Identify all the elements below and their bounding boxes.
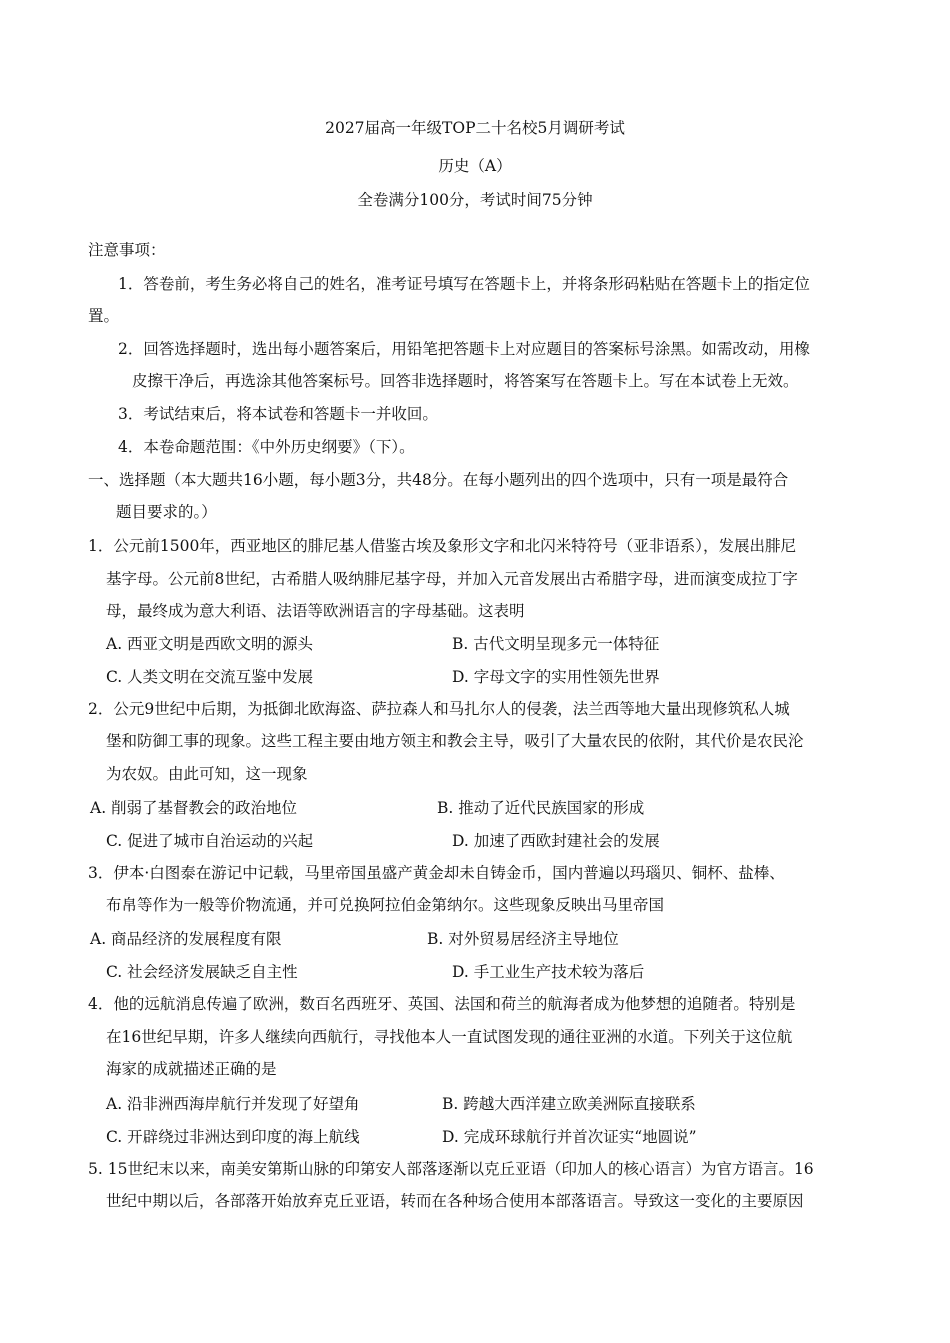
question-2-line-3: 为农奴。由此可知，这一现象 bbox=[106, 765, 308, 783]
note-4: 4．本卷命题范围：《中外历史纲要》（下）。 bbox=[118, 438, 415, 456]
note-3: 3．考试结束后，将本试卷和答题卡一并收回。 bbox=[118, 405, 438, 423]
question-1-line-1: 1．公元前1500年，西亚地区的腓尼基人借鉴古埃及象形文字和北闪米特符号（亚非语系），发展出腓尼 bbox=[88, 537, 797, 555]
question-4-option-c: C. 开辟绕过非洲达到印度的海上航线 bbox=[106, 1128, 360, 1146]
notes-heading: 注意事项： bbox=[88, 241, 166, 259]
section-heading-line-2: 题目要求的。） bbox=[116, 503, 217, 521]
note-2-line-2: 皮擦干净后，再选涂其他答案标号。回答非选择题时，将答案写在答题卡上。写在本试卷上无效。 bbox=[132, 372, 799, 390]
question-4-line-1: 4．他的远航消息传遍了欧洲，数百名西班牙、英国、法国和荷兰的航海者成为他梦想的追随者。特别是 bbox=[88, 995, 796, 1013]
question-4-option-b: B. 跨越大西洋建立欧美洲际直接联系 bbox=[442, 1095, 696, 1113]
question-2-line-2: 堡和防御工事的现象。这些工程主要由地方领主和教会主导，吸引了大量农民的依附，其代价是农民沦 bbox=[106, 732, 804, 750]
question-5-line-1: 5. 15世纪末以来，南美安第斯山脉的印第安人部落逐渐以克丘亚语（印加人的核心语言）为官方语言。16 bbox=[88, 1160, 814, 1178]
question-1-option-a: A. 西亚文明是西欧文明的源头 bbox=[106, 635, 314, 653]
note-1-line-1: 1．答卷前，考生务必将自己的姓名，准考证号填写在答题卡上，并将条形码粘贴在答题卡上的指定位 bbox=[118, 275, 810, 293]
question-1-line-2: 基字母。公元前8世纪，古希腊人吸纳腓尼基字母，并加入元音发展出古希腊字母，进而演变成拉丁字 bbox=[106, 570, 798, 588]
exam-meta: 全卷满分100分，考试时间75分钟 bbox=[357, 191, 593, 209]
question-2-option-c: C. 促进了城市自治运动的兴起 bbox=[106, 832, 314, 850]
question-1-option-c: C. 人类文明在交流互鉴中发展 bbox=[106, 668, 314, 686]
exam-subject: 历史（A） bbox=[438, 157, 512, 175]
question-3-option-b: B. 对外贸易居经济主导地位 bbox=[427, 930, 619, 948]
question-4-line-2: 在16世纪早期，许多人继续向西航行，寻找他本人一直试图发现的通往亚洲的水道。下列关于这位航 bbox=[106, 1028, 793, 1046]
question-3-option-a: A. 商品经济的发展程度有限 bbox=[90, 930, 282, 948]
exam-title: 2027届高一年级TOP二十名校5月调研考试 bbox=[325, 119, 625, 137]
question-1-option-b: B. 古代文明呈现多元一体特征 bbox=[452, 635, 660, 653]
question-1-option-d: D. 字母文字的实用性领先世界 bbox=[452, 668, 660, 686]
note-1-line-2: 置。 bbox=[88, 307, 120, 325]
question-2-option-d: D. 加速了西欧封建社会的发展 bbox=[452, 832, 660, 850]
question-4-option-a: A. 沿非洲西海岸航行并发现了好望角 bbox=[106, 1095, 360, 1113]
question-2-option-b: B. 推动了近代民族国家的形成 bbox=[437, 799, 645, 817]
note-2-line-1: 2．回答选择题时，选出每小题答案后，用铅笔把答题卡上对应题目的答案标号涂黑。如需改动，用橡 bbox=[118, 340, 810, 358]
question-4-option-d: D. 完成环球航行并首次证实“地圆说” bbox=[442, 1128, 697, 1146]
question-3-option-d: D. 手工业生产技术较为落后 bbox=[452, 963, 645, 981]
question-2-option-a: A. 削弱了基督教会的政治地位 bbox=[90, 799, 298, 817]
question-3-line-1: 3．伊本·白图泰在游记中记载，马里帝国虽盛产黄金却未自铸金币，国内普遍以玛瑙贝、铜杯、盐棒、 bbox=[88, 864, 785, 882]
question-5-line-2: 世纪中期以后，各部落开始放弃克丘亚语，转而在各种场合使用本部落语言。导致这一变化的主要原因 bbox=[106, 1192, 804, 1210]
question-1-line-3: 母，最终成为意大利语、法语等欧洲语言的字母基础。这表明 bbox=[106, 602, 525, 620]
question-3-option-c: C. 社会经济发展缺乏自主性 bbox=[106, 963, 298, 981]
section-heading-line-1: 一、选择题（本大题共16小题，每小题3分，共48分。在每小题列出的四个选项中，只有一项是最符合 bbox=[88, 471, 789, 489]
question-2-line-1: 2．公元9世纪中后期，为抵御北欧海盗、萨拉森人和马扎尔人的侵袭，法兰西等地大量出现修筑私人城 bbox=[88, 700, 790, 718]
question-3-line-2: 布帛等作为一般等价物流通，并可兑换阿拉伯金第纳尔。这些现象反映出马里帝国 bbox=[106, 896, 665, 914]
question-4-line-3: 海家的成就描述正确的是 bbox=[106, 1060, 277, 1078]
